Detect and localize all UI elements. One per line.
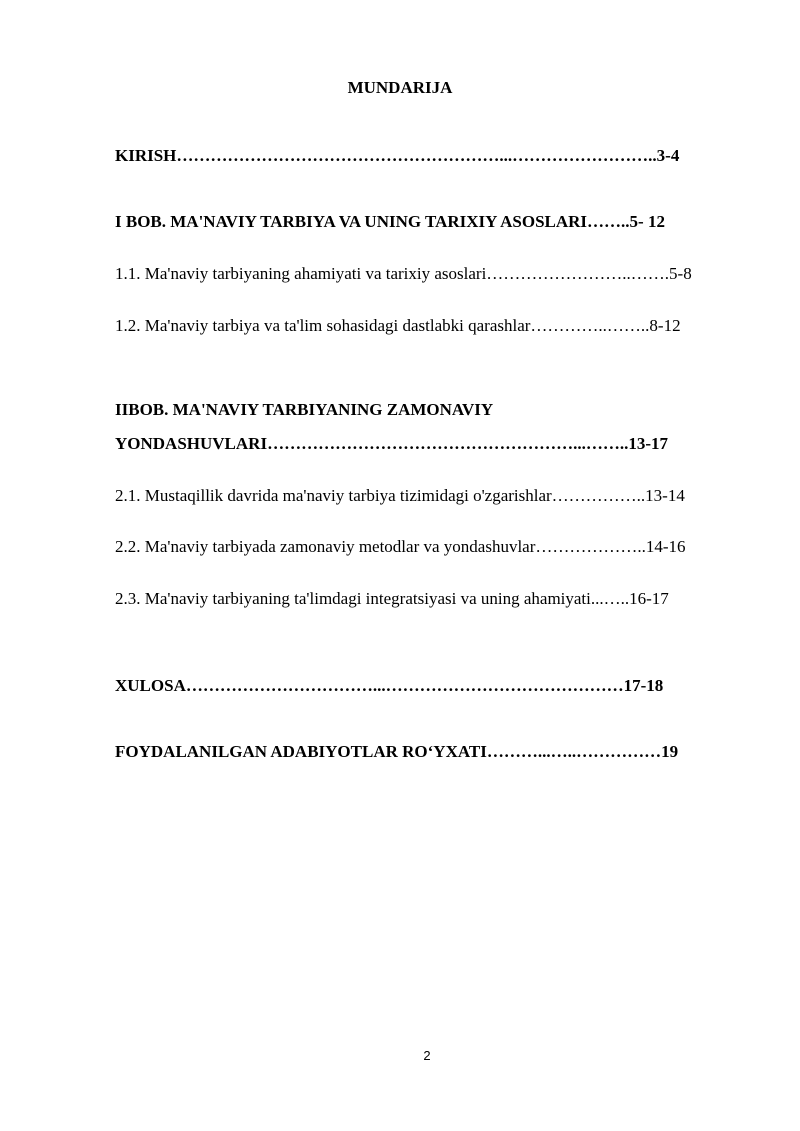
page-title: MUNDARIJA (347, 78, 453, 97)
toc-entry-chapter-2-line-2: YONDASHUVLARI………………………………………………...……..13-17 (115, 434, 668, 453)
page-number: 2 (423, 1048, 431, 1063)
toc-entry-section-2-3: 2.3. Ma'naviy tarbiyaning ta'limdagi integratsiyasi va uning ahamiyati...…..16-17 (115, 589, 669, 608)
toc-entry-section-1-2: 1.2. Ma'naviy tarbiya va ta'lim sohasidagi dastlabki qarashlar…………..……..8-12 (115, 316, 681, 335)
toc-entry-references: FOYDALANILGAN ADABIYOTLAR RO‘YXATI………...…..……………19 (115, 742, 679, 761)
toc-entry-section-2-1: 2.1. Mustaqillik davrida ma'naviy tarbiya tizimidagi o'zgarishlar……………..13-14 (115, 486, 685, 505)
toc-entry-chapter-1: I BOB. MA'NAVIY TARBIYA VA UNING TARIXIY ASOSLARI……..5- 12 (115, 212, 665, 231)
toc-entry-xulosa: XULOSA……………………………...……………………………………17-18 (115, 676, 664, 695)
toc-entry-kirish: KIRISH…………………………………………………...……………………..3-4 (115, 146, 680, 165)
toc-entry-section-2-2: 2.2. Ma'naviy tarbiyada zamonaviy metodlar va yondashuvlar………………..14-16 (115, 537, 686, 556)
toc-entry-section-1-1: 1.1. Ma'naviy tarbiyaning ahamiyati va tarixiy asoslari……………………..…….5-8 (115, 264, 692, 283)
toc-entry-chapter-2-line-1: IIBOB. MA'NAVIY TARBIYANING ZAMONAVIY (115, 400, 494, 419)
